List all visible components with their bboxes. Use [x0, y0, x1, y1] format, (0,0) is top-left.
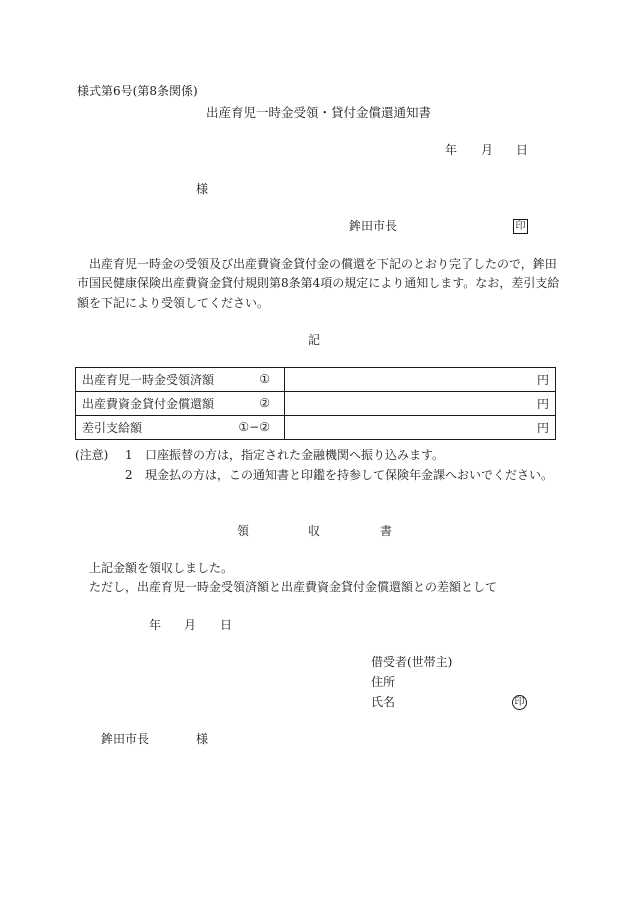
table-row	[76, 368, 556, 392]
addressee-suffix: 様	[196, 182, 209, 196]
row-amount-cell	[285, 368, 556, 392]
body-line-3: 額を下記により受領してください。	[77, 296, 270, 310]
yen-unit: 円	[536, 397, 549, 411]
issuer-seal	[513, 218, 528, 234]
row-label: 出産育児一時金受領済額	[82, 373, 215, 387]
issuer-name: 鉾田市長	[349, 219, 398, 233]
seal-icon: 印	[512, 695, 527, 710]
row-label-cell	[76, 416, 285, 440]
row-label: 差引支給額	[82, 421, 143, 435]
row-label-cell	[76, 392, 285, 416]
note-number: 2	[125, 468, 133, 482]
borrower-label: 借受者(世帯主)	[371, 655, 453, 669]
row-number: ②	[259, 396, 270, 410]
row-number: ①	[259, 372, 270, 386]
amounts-table	[75, 367, 556, 440]
row-label-cell	[76, 368, 285, 392]
address-label: 住所	[371, 675, 396, 689]
year-label: 年	[149, 618, 162, 632]
footer-suffix: 様	[196, 732, 209, 746]
notes-prefix: (注意)	[75, 448, 109, 462]
day-label: 日	[220, 618, 233, 632]
row-amount-cell	[285, 392, 556, 416]
form-number: 様式第6号(第8条関係)	[77, 84, 198, 98]
receipt-title-char: 収	[308, 524, 321, 538]
receiver-seal	[512, 694, 527, 710]
name-label: 氏名	[371, 695, 396, 709]
seal-icon: 印	[513, 219, 528, 234]
table-row	[76, 392, 556, 416]
note-number: 1	[125, 448, 133, 462]
yen-unit: 円	[536, 421, 549, 435]
note-text: 現金払の方は，この通知書と印鑑を持参して保険年金課へおいでください。	[145, 468, 554, 482]
document-title: 出産育児一時金受領・貸付金償還通知書	[206, 105, 432, 120]
month-label: 月	[184, 618, 197, 632]
row-label: 出産費資金貸付金償還額	[82, 397, 215, 411]
month-label: 月	[481, 143, 494, 157]
year-label: 年	[445, 143, 458, 157]
ki-heading: 記	[308, 333, 321, 347]
receipt-line-1: 上記金額を領収しました。	[89, 561, 234, 575]
table-row	[76, 416, 556, 440]
receipt-line-2: ただし，出産育児一時金受領済額と出産費資金貸付金償還額との差額として	[89, 580, 498, 594]
yen-unit: 円	[536, 373, 549, 387]
row-number: ①−②	[238, 420, 270, 434]
receipt-title-char: 書	[380, 524, 393, 538]
note-text: 口座振替の方は，指定された金融機関へ振り込みます。	[145, 448, 445, 462]
footer-mayor: 鉾田市長	[101, 732, 150, 746]
body-line-1: 出産育児一時金の受領及び出産費資金貸付金の償還を下記のとおり完了したので，鉾田	[89, 257, 557, 271]
row-amount-cell	[285, 416, 556, 440]
body-line-2: 市国民健康保険出産費資金貸付規則第8条第4項の規定により通知します。なお，差引支給	[77, 276, 560, 290]
receipt-title-char: 領	[237, 524, 250, 538]
day-label: 日	[516, 143, 529, 157]
